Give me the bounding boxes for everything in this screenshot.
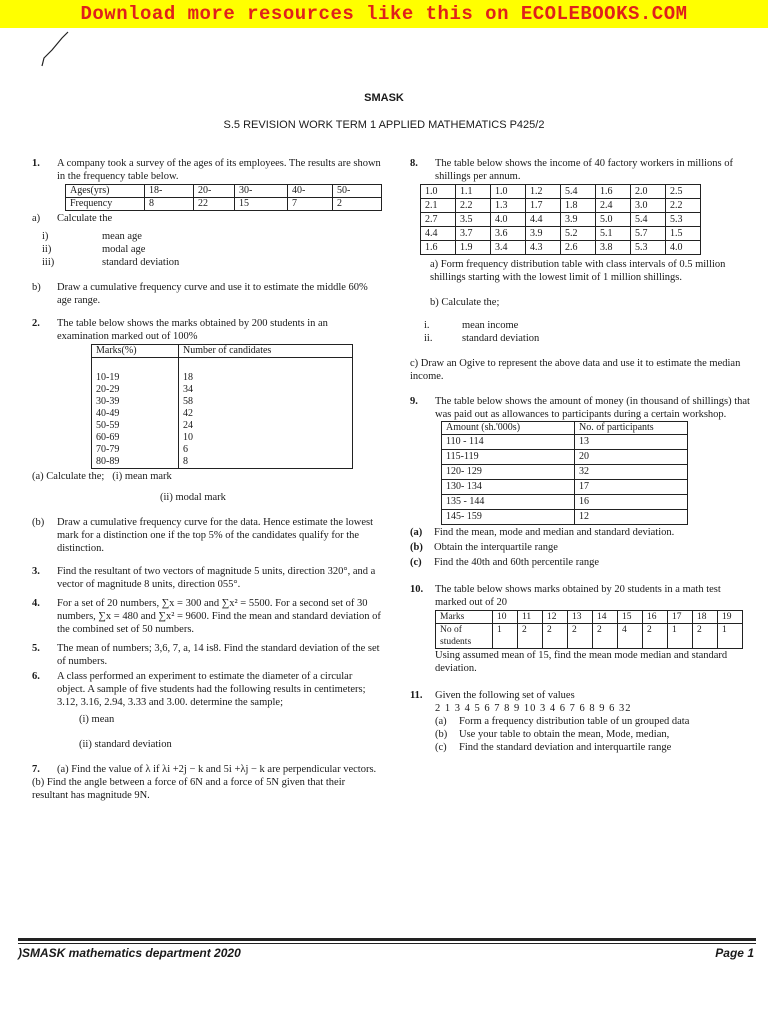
question-4: 4. For a set of 20 numbers, ∑x = 300 and ∑x² = 5500. For a second set of 30 numbers, ∑x = 480 and ∑x² = 9600. Find the mean and standard deviation of the combined set of 50 numbers. bbox=[32, 598, 381, 635]
table-cell: 4 bbox=[618, 624, 643, 649]
table-cell: 5.4 bbox=[631, 213, 666, 227]
table-row bbox=[421, 199, 701, 213]
table-cell: 2.6 bbox=[561, 241, 596, 255]
table-cell: 2.4 bbox=[596, 199, 631, 213]
table-row: Ages(yrs) 18- 20- 30- 40- 50- bbox=[66, 185, 382, 198]
q9-parts: (a) Find the mean, mode and median and standard deviation. (b) Obtain the interquartile range (c) Find the 40th and 60th percentile range bbox=[410, 527, 675, 568]
table-cell: 5.3 bbox=[666, 213, 701, 227]
table-cell: 4.0 bbox=[666, 241, 701, 255]
question-text: A company took a survey of the ages of its employees. The results are shown in the frequency table below. bbox=[57, 158, 381, 182]
table-cell: 11 bbox=[518, 611, 543, 624]
table-cell: 4.4 bbox=[421, 227, 456, 241]
table-cell: 1.5 bbox=[666, 227, 701, 241]
table-cell: 1.0 bbox=[421, 185, 456, 199]
q2-part-b: (b) Draw a cumulative frequency curve for the data. Hence estimate the lowest mark for a distinction one if the top 5% of the candidates qualify for the distinction. bbox=[32, 517, 374, 554]
table-cell: 1 bbox=[493, 624, 518, 649]
part-a-subparts: i) mean age ii) modal age iii) standard deviation bbox=[42, 231, 180, 268]
banner-text[interactable]: Download more resources like this on ECOLEBOOKS.COM bbox=[80, 3, 688, 25]
table-cell: 2 bbox=[643, 624, 668, 649]
question-11: 11. Given the following set of values 2 1 3 4 5 6 7 8 9 10 3 4 6 7 6 8 9 6 32 (a) Form a frequency distribution table of un grouped data (b) Use your table to obtain the mean, Mode, median, (c) Find the standard deviation and interquartile range bbox=[410, 690, 690, 753]
table-cell: 17 bbox=[668, 611, 693, 624]
table-cell: 1.6 bbox=[596, 185, 631, 199]
question-number: 1. bbox=[32, 158, 40, 169]
table-cell: 5.1 bbox=[596, 227, 631, 241]
school-name: SMASK bbox=[364, 92, 404, 104]
question-6: 6. A class performed an experiment to estimate the diameter of a circular object. A sample of five students had the following results in centimeters; 3.12, 3.16, 2.94, 3.33 and 3.00. determine the sample; (i) mean (ii) standard deviation bbox=[32, 671, 366, 750]
table-row bbox=[436, 624, 743, 649]
table-cell: 4.0 bbox=[491, 213, 526, 227]
part-b: b) Draw a cumulative frequency curve and use it to estimate the middle 60% age range. bbox=[32, 282, 368, 306]
question-3: 3. Find the resultant of two vectors of magnitude 5 units, direction 320°, and a vector of magnitude 8 units, direction 055°. bbox=[32, 566, 376, 590]
table-cell: 1.8 bbox=[561, 199, 596, 213]
q8-part-c: c) Draw an Ogive to represent the above data and use it to estimate the median income. bbox=[410, 358, 741, 382]
table-cell: 12 bbox=[543, 611, 568, 624]
table-cell: 3.0 bbox=[631, 199, 666, 213]
ages-frequency-table bbox=[65, 184, 382, 211]
table-cell: 1.1 bbox=[456, 185, 491, 199]
allowance-table bbox=[441, 421, 688, 525]
table-cell: 15 bbox=[618, 611, 643, 624]
table-row bbox=[436, 611, 743, 624]
footer-department: )SMASK mathematics department 2020 bbox=[18, 946, 241, 960]
q2-part-a-ii: (ii) modal mark bbox=[160, 492, 226, 503]
table-row bbox=[421, 241, 701, 255]
table-row: 115-119 20 bbox=[442, 450, 688, 465]
page-number: Page 1 bbox=[715, 946, 754, 960]
table-cell: 1.6 bbox=[421, 241, 456, 255]
income-table bbox=[420, 184, 701, 255]
paper-title: S.5 REVISION WORK TERM 1 APPLIED MATHEMATICS P425/2 bbox=[223, 119, 545, 131]
table-row: Marks(%) Number of candidates bbox=[92, 345, 353, 358]
question-number: 2. bbox=[32, 318, 40, 329]
table-row: Amount (sh.'000s) No. of participants bbox=[442, 422, 688, 435]
table-cell: 3.9 bbox=[526, 227, 561, 241]
table-row: 130- 134 17 bbox=[442, 480, 688, 495]
q8-part-b: b) Calculate the; bbox=[430, 297, 500, 308]
table-cell: 2 bbox=[593, 624, 618, 649]
footer-rule bbox=[18, 938, 756, 941]
right-column bbox=[410, 157, 750, 754]
question-7: 7. (a) Find the value of λ if λi +2j − k and 5i +λj − k are perpendicular vectors. bbox=[32, 764, 377, 775]
table-row: 120- 129 32 bbox=[442, 465, 688, 480]
q8-part-a: a) Form frequency distribution table with class intervals of 0.5 million shillings starting with the lowest limit of 1 million shillings. bbox=[430, 259, 726, 283]
table-row bbox=[421, 185, 701, 199]
table-cell: 1 bbox=[718, 624, 743, 649]
table-cell: 14 bbox=[593, 611, 618, 624]
table-cell: 2 bbox=[568, 624, 593, 649]
table-cell: 3.8 bbox=[596, 241, 631, 255]
table-cell: No of students bbox=[436, 624, 493, 649]
table-cell: 2.1 bbox=[421, 199, 456, 213]
table-cell: 2 bbox=[543, 624, 568, 649]
table-cell: 2.2 bbox=[666, 199, 701, 213]
table-cell: 16 bbox=[643, 611, 668, 624]
question-9: 9. The table below shows the amount of money (in thousand of shillings) that was paid out as allowances to participants during a certain workshop. Amount (sh.'000s) No. of participants 110 - 114 13 115-119 20 120- 129 32 130- 134 17 135 - 144 16 145- 159 12 bbox=[410, 395, 750, 525]
table-row: 10-19 20-29 30-39 40-49 50-59 60-69 70-79 80-89 18 34 58 42 24 10 6 8 bbox=[92, 358, 353, 469]
table-cell: 1 bbox=[668, 624, 693, 649]
table-row bbox=[421, 213, 701, 227]
table-cell: 2 bbox=[693, 624, 718, 649]
table-cell: 4.4 bbox=[526, 213, 561, 227]
table-cell: 13 bbox=[568, 611, 593, 624]
q7-part-b: (b) Find the angle between a force of 6N and a force of 5N given that their resultant has magnitude 9N. bbox=[32, 777, 346, 801]
table-row: Frequency 8 22 15 7 2 bbox=[66, 198, 382, 211]
table-cell: 3.6 bbox=[491, 227, 526, 241]
table-cell: 1.0 bbox=[491, 185, 526, 199]
table-row: 145- 159 12 bbox=[442, 510, 688, 525]
table-row: 135 - 144 16 bbox=[442, 495, 688, 510]
table-cell: 3.9 bbox=[561, 213, 596, 227]
table-cell: 2.7 bbox=[421, 213, 456, 227]
pen-stroke-mark bbox=[38, 30, 78, 70]
question-8: 8. The table below shows the income of 40 factory workers in millions of shillings per annum. bbox=[410, 158, 734, 182]
table-row: 110 - 114 13 bbox=[442, 435, 688, 450]
question-10: 10. The table below shows marks obtained by 20 students in a math test marked out of 20 Marks 10 11 12 13 14 15 16 17 18 19 No of students 1 2 2 2 2 4 2 1 2 1 Using assumed mean of 15, find the mean mode median and standard deviation. bbox=[410, 583, 750, 675]
table-cell: 2.5 bbox=[666, 185, 701, 199]
table-cell: 1.7 bbox=[526, 199, 561, 213]
table-cell: 3.5 bbox=[456, 213, 491, 227]
question-1 bbox=[32, 157, 382, 211]
question-5: 5. The mean of numbers; 3,6, 7, a, 14 is8. Find the standard deviation of the set of numbers. bbox=[32, 643, 380, 667]
table-cell: 5.3 bbox=[631, 241, 666, 255]
table-cell: 2.2 bbox=[456, 199, 491, 213]
table-cell: 5.2 bbox=[561, 227, 596, 241]
download-banner[interactable] bbox=[0, 0, 768, 28]
table-cell: 19 bbox=[718, 611, 743, 624]
table-cell: 10 bbox=[493, 611, 518, 624]
table-cell: 1.9 bbox=[456, 241, 491, 255]
table-cell: 4.3 bbox=[526, 241, 561, 255]
table-cell: 5.7 bbox=[631, 227, 666, 241]
table-cell: 2.0 bbox=[631, 185, 666, 199]
table-cell: 2 bbox=[518, 624, 543, 649]
part-a: a) Calculate the bbox=[32, 213, 113, 224]
math-marks-table bbox=[435, 610, 743, 649]
table-cell: 1.2 bbox=[526, 185, 561, 199]
table-cell: 3.7 bbox=[456, 227, 491, 241]
table-cell: 18 bbox=[693, 611, 718, 624]
q2-part-a: (a) Calculate the; (i) mean mark bbox=[32, 471, 172, 482]
footer-rule-thin bbox=[18, 943, 756, 944]
table-cell: Marks bbox=[436, 611, 493, 624]
question-2 bbox=[32, 317, 382, 469]
table-cell: 5.4 bbox=[561, 185, 596, 199]
table-cell: 3.4 bbox=[491, 241, 526, 255]
question-text: The table below shows the marks obtained by 200 students in an examination marked out of 100% bbox=[57, 318, 328, 342]
table-cell: 5.0 bbox=[596, 213, 631, 227]
marks-table bbox=[91, 344, 353, 469]
left-column bbox=[32, 157, 382, 802]
table-row bbox=[421, 227, 701, 241]
q8-b-subparts: i. mean income ii. standard deviation bbox=[424, 320, 540, 344]
table-cell: 1.3 bbox=[491, 199, 526, 213]
